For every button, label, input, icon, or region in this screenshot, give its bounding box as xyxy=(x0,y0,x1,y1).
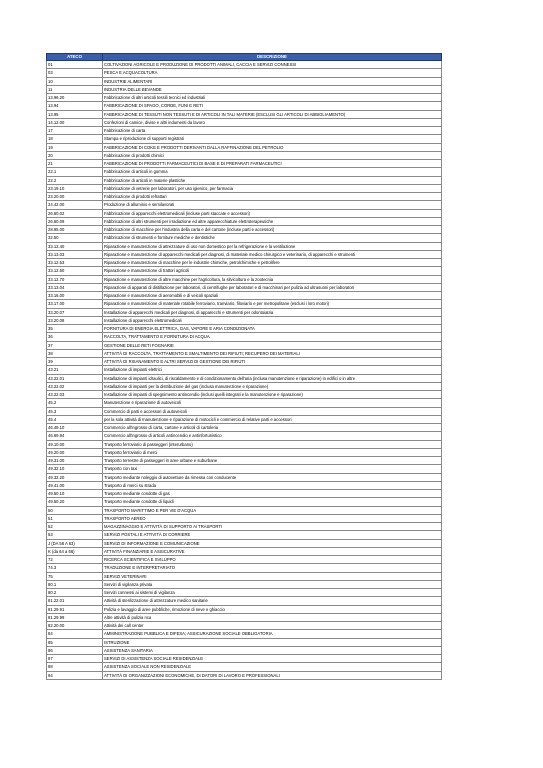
ateco-code-cell: J (DA 58 A 63) xyxy=(47,539,103,547)
table-row xyxy=(47,349,442,357)
description-cell: Riparazione e manutenzione di apparecchi medicali per diagnosi, di materiale medico chirurgico e veterinario, di apparecchi e strumenti xyxy=(103,250,442,258)
description-cell: INDUSTRIE ALIMENTARI xyxy=(103,77,442,85)
ateco-code-cell: 43.22.01 xyxy=(47,374,103,382)
description-cell: Trasporto ferroviario di merci xyxy=(103,448,442,456)
ateco-code-cell: 33.16.00 xyxy=(47,292,103,300)
table-row xyxy=(47,440,442,448)
ateco-code-cell: 33.17.00 xyxy=(47,300,103,308)
ateco-code-cell: 94 xyxy=(47,671,103,679)
ateco-code-cell: 72 xyxy=(47,556,103,564)
ateco-code-cell: 17 xyxy=(47,127,103,135)
ateco-code-cell: 23.19.10 xyxy=(47,184,103,192)
description-cell: SERVIZI POSTALI E ATTIVITÀ DI CORRIERE xyxy=(103,531,442,539)
ateco-code-cell: 36 xyxy=(47,333,103,341)
table-row xyxy=(47,531,442,539)
ateco-code-cell: 22.1 xyxy=(47,168,103,176)
table-row xyxy=(47,184,442,192)
description-cell: Riparazione e manutenzione di materiale rotabile ferroviario, tranviario, filoviario e per metropolitane (esclusi i loro motori) xyxy=(103,300,442,308)
ateco-code-cell: 20 xyxy=(47,151,103,159)
ateco-code-cell: 11 xyxy=(47,85,103,93)
ateco-code-cell: 03 xyxy=(47,69,103,77)
ateco-code-cell: 33.12.70 xyxy=(47,275,103,283)
description-cell: Fabbricazione di prodotti refrattari xyxy=(103,193,442,201)
table-row xyxy=(47,242,442,250)
description-cell: Produzione di alluminio e semilavorati xyxy=(103,201,442,209)
ateco-code-cell: 45.3 xyxy=(47,407,103,415)
ateco-code-cell: 22.2 xyxy=(47,176,103,184)
ateco-code-cell: 49.41.00 xyxy=(47,481,103,489)
table-row xyxy=(47,498,442,506)
ateco-code-cell: 33.20.08 xyxy=(47,316,103,324)
table-row xyxy=(47,127,442,135)
description-cell: SERVIZI DI ASSISTENZA SOCIALE RESIDENZIALE xyxy=(103,655,442,663)
description-cell: Riparazione e manutenzione di trattori agricoli xyxy=(103,267,442,275)
table-row xyxy=(47,523,442,531)
table-row xyxy=(47,432,442,440)
table-row xyxy=(47,490,442,498)
table-row xyxy=(47,102,442,110)
description-cell: Stampa e riproduzione di supporti registrati xyxy=(103,135,442,143)
table-row xyxy=(47,333,442,341)
table-row xyxy=(47,61,442,69)
table-row xyxy=(47,217,442,225)
table-row xyxy=(47,308,442,316)
ateco-code-cell: 43.22.02 xyxy=(47,382,103,390)
description-cell: Attività dei call center xyxy=(103,622,442,630)
description-cell: Pulizia e lavaggio di aree pubbliche, rimozione di neve e ghiaccio xyxy=(103,605,442,613)
ateco-code-cell: 49.10.00 xyxy=(47,440,103,448)
description-cell: Fabbricazione di articoli in materie plastiche xyxy=(103,176,442,184)
ateco-code-cell: 49.32.20 xyxy=(47,473,103,481)
table-row xyxy=(47,457,442,465)
description-cell: Riparazione e manutenzione di aeromobili e di veicoli spaziali xyxy=(103,292,442,300)
ateco-code-cell: 50 xyxy=(47,506,103,514)
description-cell: ASSISTENZA SOCIALE NON RESIDENZIALE xyxy=(103,663,442,671)
ateco-code-cell: 23.20.00 xyxy=(47,193,103,201)
description-cell: Installazione di impianti elettrici xyxy=(103,366,442,374)
ateco-code-cell: 33.13.04 xyxy=(47,283,103,291)
description-cell: TRASPORTO MARITTIMO E PER VIE D'ACQUA xyxy=(103,506,442,514)
table-row xyxy=(47,481,442,489)
table-row xyxy=(47,391,442,399)
description-cell: Altre attività di pulizia nca xyxy=(103,613,442,621)
ateco-code-cell: 14.12.00 xyxy=(47,118,103,126)
ateco-code-cell: 13.95 xyxy=(47,110,103,118)
ateco-code-cell: 49.31.00 xyxy=(47,457,103,465)
ateco-code-cell: 33.12.53 xyxy=(47,259,103,267)
description-cell: Trasporto ferroviario di passeggeri (interurbano) xyxy=(103,440,442,448)
table-row xyxy=(47,366,442,374)
description-cell: FABBRICAZIONE DI COKE E PRODOTTI DERIVANTI DALLA RAFFINAZIONE DEL PETROLIO xyxy=(103,143,442,151)
description-cell: Trasporto mediante noleggio di autovetture da rimessa con conducente xyxy=(103,473,442,481)
description-cell: Riparazione e manutenzione di attrezzature di uso non domestico per la refrigerazione e la ventilazione xyxy=(103,242,442,250)
table-row xyxy=(47,250,442,258)
table-row xyxy=(47,514,442,522)
ateco-code-cell: 85 xyxy=(47,638,103,646)
table-row xyxy=(47,341,442,349)
ateco-code-cell: 13.96.20 xyxy=(47,94,103,102)
description-cell: SERVIZI DI INFORMAZIONE E COMUNICAZIONE xyxy=(103,539,442,547)
ateco-code-cell: 33.20.07 xyxy=(47,308,103,316)
description-cell: FABBRICAZIONE DI TESSUTI NON TESSUTI E DI ARTICOLI IN TALI MATERIE (ESCLUSI GLI ARTICOLI DI ABBIGLIAMENTO) xyxy=(103,110,442,118)
ateco-code-cell: 75 xyxy=(47,572,103,580)
table-row xyxy=(47,259,442,267)
ateco-code-cell: 74.3 xyxy=(47,564,103,572)
description-cell: Confezioni di camice, divise e altri indumenti da lavoro xyxy=(103,118,442,126)
table-row xyxy=(47,69,442,77)
ateco-code-cell: 37 xyxy=(47,341,103,349)
description-cell: RACCOLTA, TRATTAMENTO E FORNITURA DI ACQUA xyxy=(103,333,442,341)
description-cell: Fabbricazione di vetrerie per laboratori, per uso igienico, per farmacia xyxy=(103,184,442,192)
table-row xyxy=(47,283,442,291)
table-row xyxy=(47,300,442,308)
ateco-code-cell: 49.20.00 xyxy=(47,448,103,456)
description-cell: Fabbricazione di apparecchi elettromedicali (incluse parti staccate e accessori) xyxy=(103,209,442,217)
table-row xyxy=(47,580,442,588)
table-row xyxy=(47,110,442,118)
table-row xyxy=(47,424,442,432)
description-cell: Fabbricazione di altri articoli tessili tecnici ed industriali xyxy=(103,94,442,102)
ateco-code-cell: K (da 64 a 66) xyxy=(47,547,103,555)
ateco-code-cell: 01 xyxy=(47,61,103,69)
table-row xyxy=(47,143,442,151)
ateco-code-cell: 43.22.03 xyxy=(47,391,103,399)
table-row xyxy=(47,448,442,456)
table-row xyxy=(47,77,442,85)
spreadsheet-page xyxy=(46,53,441,680)
table-row xyxy=(47,94,442,102)
description-cell: FABBRICAZIONE DI PRODOTTI FARMACEUTICI DI BASE E DI PREPARATI FARMACEUTICI xyxy=(103,160,442,168)
table-row xyxy=(47,176,442,184)
description-cell: Fabbricazione di macchine per l'industria della carta e del cartone (incluse parti e accessori) xyxy=(103,226,442,234)
description-cell: Installazione di apparecchi medicali per diagnosi, di apparecchi e strumenti per odontoiatria xyxy=(103,308,442,316)
description-cell: Riparazione e manutenzione di macchine per le industrie chimiche, petrolchimiche e petrolifere xyxy=(103,259,442,267)
table-row xyxy=(47,325,442,333)
table-row xyxy=(47,135,442,143)
description-cell: ASSISTENZA SANITARIA xyxy=(103,646,442,654)
table-row xyxy=(47,209,442,217)
ateco-code-cell: 33.12.40 xyxy=(47,242,103,250)
description-cell: ATTIVITÀ DI ORGANIZZAZIONI ECONOMICHE, DI DATORI DI LAVORO E PROFESSIONALI xyxy=(103,671,442,679)
table-row xyxy=(47,465,442,473)
table-row xyxy=(47,605,442,613)
ateco-code-cell: 26.60.02 xyxy=(47,209,103,217)
table-body xyxy=(47,61,442,680)
description-cell: TRASPORTO AEREO xyxy=(103,514,442,522)
description-cell: Fabbricazione di strumenti e forniture mediche e dentistiche xyxy=(103,234,442,242)
description-cell: Installazione di impianti di spegnimento antincendio (inclusi quelli integrati e la manutenzione e riparazione) xyxy=(103,391,442,399)
description-cell: Fabbricazione di prodotti chimici xyxy=(103,151,442,159)
ateco-code-cell: 88 xyxy=(47,663,103,671)
ateco-code-cell: 49.50.20 xyxy=(47,498,103,506)
table-row xyxy=(47,547,442,555)
ateco-code-cell: 24.42.00 xyxy=(47,201,103,209)
table-row xyxy=(47,630,442,638)
ateco-code-cell: 28.95.00 xyxy=(47,226,103,234)
table-row xyxy=(47,151,442,159)
description-cell: Installazione di impianti per la distribuzione del gas (inclusa manutenzione e riparazione) xyxy=(103,382,442,390)
table-row xyxy=(47,267,442,275)
table-row xyxy=(47,168,442,176)
ateco-code-cell: 52 xyxy=(47,523,103,531)
header-descrizione: DESCRIZIONE xyxy=(103,54,442,61)
table-row xyxy=(47,564,442,572)
description-cell: Installazione di apparecchi elettromedicali xyxy=(103,316,442,324)
ateco-code-cell: 80.1 xyxy=(47,580,103,588)
table-row xyxy=(47,374,442,382)
description-cell: GESTIONE DELLE RETI FOGNARIE xyxy=(103,341,442,349)
ateco-code-cell: 84 xyxy=(47,630,103,638)
ateco-code-cell: 45.4 xyxy=(47,415,103,423)
description-cell: Attività di sterilizzazione di attrezzature medico sanitarie xyxy=(103,597,442,605)
ateco-code-cell: 33.12.60 xyxy=(47,267,103,275)
ateco-code-cell: 35 xyxy=(47,325,103,333)
description-cell: Trasporto di merci su strada xyxy=(103,481,442,489)
description-cell: Fabbricazione di altri strumenti per irradiazione ed altre apparecchiature elettroterapeutiche xyxy=(103,217,442,225)
ateco-code-cell: 13.94 xyxy=(47,102,103,110)
table-row xyxy=(47,597,442,605)
description-cell: ISTRUZIONE xyxy=(103,638,442,646)
ateco-code-cell: 32.50 xyxy=(47,234,103,242)
ateco-code-cell: 82.20.00 xyxy=(47,622,103,630)
description-cell: per la sola attività di manutenzione e riparazione di motocicli e commercio di relative parti e accessori xyxy=(103,415,442,423)
table-row xyxy=(47,473,442,481)
description-cell: RICERCA SCIENTIFICA E SVILUPPO xyxy=(103,556,442,564)
description-cell: FABBRICAZIONE DI SPAGO, CORDE, FUNI E RETI xyxy=(103,102,442,110)
ateco-code-cell: 81.29.99 xyxy=(47,613,103,621)
header-row xyxy=(47,54,442,61)
ateco-code-cell: 81.29.91 xyxy=(47,605,103,613)
table-row xyxy=(47,613,442,621)
table-row xyxy=(47,160,442,168)
ateco-code-cell: 51 xyxy=(47,514,103,522)
table-row xyxy=(47,316,442,324)
ateco-code-cell: 18 xyxy=(47,135,103,143)
table-row xyxy=(47,292,442,300)
description-cell: MAGAZZINAGGIO E ATTIVITÀ DI SUPPORTO AI TRASPORTI xyxy=(103,523,442,531)
table-row xyxy=(47,234,442,242)
ateco-code-cell: 38 xyxy=(47,349,103,357)
table-row xyxy=(47,663,442,671)
description-cell: Riparazione e manutenzione di altre macchine per l'agricoltura, la silvicoltura e la zootecnia xyxy=(103,275,442,283)
ateco-code-cell: 19 xyxy=(47,143,103,151)
ateco-code-cell: 46.69.94 xyxy=(47,432,103,440)
ateco-code-cell: 49.32.10 xyxy=(47,465,103,473)
ateco-table xyxy=(46,53,442,680)
description-cell: Manutenzione e riparazione di autoveicoli xyxy=(103,399,442,407)
description-cell: PESCA E ACQUACOLTURA xyxy=(103,69,442,77)
description-cell: Trasporto mediante condotte di liquidi xyxy=(103,498,442,506)
table-row xyxy=(47,506,442,514)
table-row xyxy=(47,118,442,126)
description-cell: Fabbricazione di articoli in gomma xyxy=(103,168,442,176)
table-row xyxy=(47,415,442,423)
table-row xyxy=(47,85,442,93)
description-cell: Installazione di impianti idraulici, di riscaldamento e di condizionamento dell'aria (inclusa manutenzione e riparazione) in edifici o in altre xyxy=(103,374,442,382)
description-cell: Commercio all'ingrosso di carta, cartone e articoli di cartoleria xyxy=(103,424,442,432)
table-row xyxy=(47,556,442,564)
table-row xyxy=(47,638,442,646)
ateco-code-cell: 80.2 xyxy=(47,589,103,597)
header-ateco: ATECO xyxy=(47,54,103,61)
table-row xyxy=(47,589,442,597)
ateco-code-cell: 86 xyxy=(47,646,103,654)
table-row xyxy=(47,382,442,390)
table-row xyxy=(47,407,442,415)
ateco-code-cell: 21 xyxy=(47,160,103,168)
description-cell: Trasporto mediante condotte di gas xyxy=(103,490,442,498)
ateco-code-cell: 26.60.09 xyxy=(47,217,103,225)
description-cell: AMMINISTRAZIONE PUBBLICA E DIFESA; ASSICURAZIONE SOCIALE OBBLIGATORIA xyxy=(103,630,442,638)
ateco-code-cell: 45.2 xyxy=(47,399,103,407)
table-row xyxy=(47,201,442,209)
description-cell: COLTIVAZIONI AGRICOLE E PRODUZIONE DI PRODOTTI ANIMALI, CACCIA E SERVIZI CONNESSI xyxy=(103,61,442,69)
ateco-code-cell: 43.21 xyxy=(47,366,103,374)
description-cell: SERVIZI VETERINARI xyxy=(103,572,442,580)
table-row xyxy=(47,655,442,663)
description-cell: ATTIVITÀ FINANZIARIE E ASSICURATIVE xyxy=(103,547,442,555)
description-cell: Commercio all'ingrosso di articoli antincendio e antinfortunistico xyxy=(103,432,442,440)
description-cell: Fabbricazione di carta xyxy=(103,127,442,135)
ateco-code-cell: 39 xyxy=(47,358,103,366)
description-cell: Riparazione di apparati di distillazione per laboratori, di centrifughe per laboratori e di macchinari per pulizia ad ultrasuoni per laboratori xyxy=(103,283,442,291)
ateco-code-cell: 81.22.01 xyxy=(47,597,103,605)
ateco-code-cell: 49.50.10 xyxy=(47,490,103,498)
description-cell: ATTIVITÀ DI RACCOLTA, TRATTAMENTO E SMALTIMENTO DEI RIFIUTI; RECUPERO DEI MATERIALI xyxy=(103,349,442,357)
description-cell: FORNITURA DI ENERGIA ELETTRICA, GAS, VAPORE E ARIA CONDIZIONATA xyxy=(103,325,442,333)
ateco-code-cell: 46.49.10 xyxy=(47,424,103,432)
table-row xyxy=(47,646,442,654)
table-row xyxy=(47,539,442,547)
description-cell: Commercio di parti e accessori di autoveicoli xyxy=(103,407,442,415)
ateco-code-cell: 10 xyxy=(47,77,103,85)
description-cell: Servizi di vigilanza privata xyxy=(103,580,442,588)
ateco-code-cell: 87 xyxy=(47,655,103,663)
table-row xyxy=(47,193,442,201)
description-cell: INDUSTRIA DELLE BEVANDE xyxy=(103,85,442,93)
table-row xyxy=(47,572,442,580)
description-cell: Servizi connessi ai sistemi di vigilanza xyxy=(103,589,442,597)
table-row xyxy=(47,275,442,283)
ateco-code-cell: 53 xyxy=(47,531,103,539)
table-row xyxy=(47,226,442,234)
table-row xyxy=(47,399,442,407)
table-row xyxy=(47,671,442,679)
ateco-code-cell: 33.13.03 xyxy=(47,250,103,258)
table-row xyxy=(47,358,442,366)
description-cell: Trasporto terrestre di passeggeri in aree urbane e suburbane xyxy=(103,457,442,465)
description-cell: TRADUZIONE E INTERPRETARIATO xyxy=(103,564,442,572)
description-cell: ATTIVITÀ DI RISANAMENTO E ALTRI SERVIZI DI GESTIONE DEI RIFIUTI xyxy=(103,358,442,366)
table-row xyxy=(47,622,442,630)
description-cell: Trasporto con taxi xyxy=(103,465,442,473)
